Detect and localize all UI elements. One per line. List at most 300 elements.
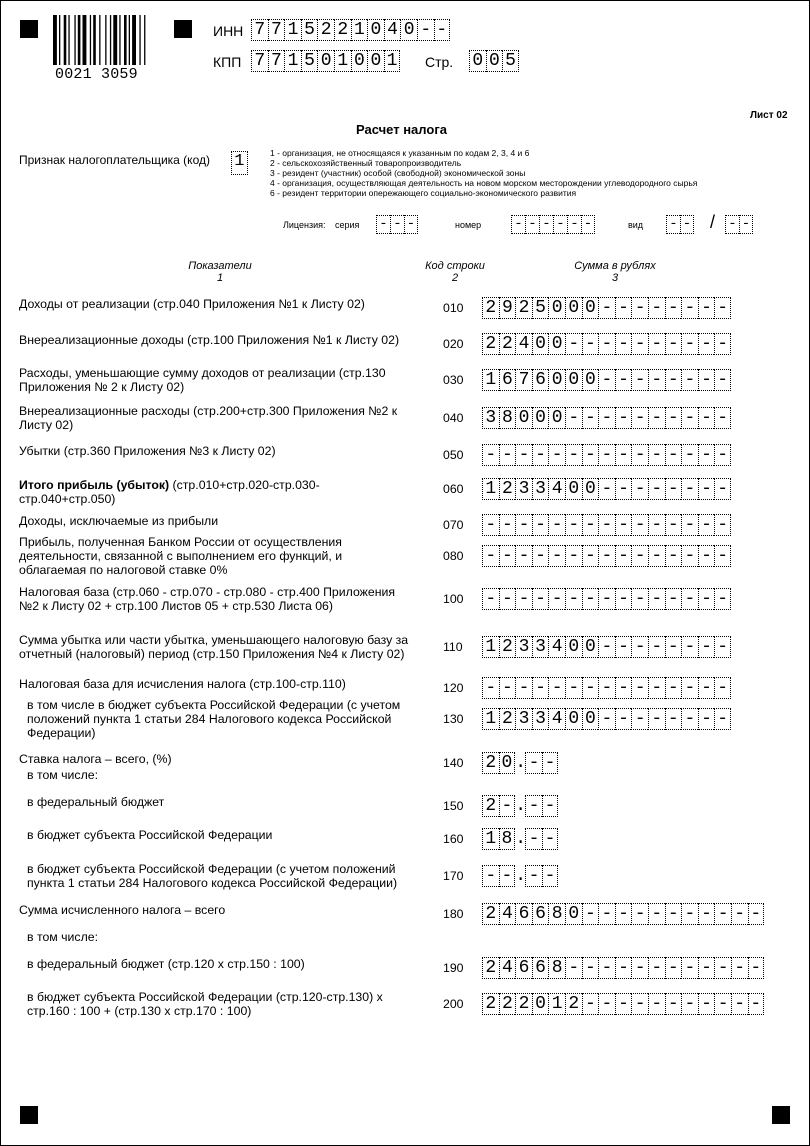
- inn-digit-cell[interactable]: 4: [384, 19, 401, 41]
- rate-digit-cell[interactable]: -: [542, 865, 559, 887]
- inn-digit-cell[interactable]: 0: [367, 19, 384, 41]
- amount-digit-cell[interactable]: -: [665, 957, 682, 979]
- amount-digit-cell[interactable]: -: [482, 677, 499, 699]
- amount-digit-cell[interactable]: -: [698, 957, 715, 979]
- amount-digit-cell[interactable]: -: [631, 903, 648, 925]
- page-digit-cell[interactable]: 5: [502, 50, 519, 72]
- amount-digit-cell[interactable]: -: [615, 514, 632, 536]
- amount-digit-cell[interactable]: -: [565, 677, 582, 699]
- amount-digit-cell[interactable]: 9: [499, 297, 516, 319]
- license-number-cell[interactable]: -: [525, 215, 539, 234]
- license-number-cell[interactable]: -: [581, 215, 595, 234]
- amount-digit-cell[interactable]: -: [714, 333, 731, 355]
- amount-digit-cell[interactable]: -: [598, 903, 615, 925]
- amount-digit-cell[interactable]: -: [648, 588, 665, 610]
- amount-digit-cell[interactable]: 1: [482, 478, 499, 500]
- amount-digit-cell[interactable]: -: [532, 677, 549, 699]
- amount-digit-cell[interactable]: -: [565, 588, 582, 610]
- amount-digit-cell[interactable]: 0: [582, 708, 599, 730]
- amount-digit-cell[interactable]: 2: [482, 957, 499, 979]
- amount-digit-cell[interactable]: -: [665, 333, 682, 355]
- amount-digit-cell[interactable]: -: [714, 588, 731, 610]
- amount-digit-cell[interactable]: -: [665, 677, 682, 699]
- amount-digit-cell[interactable]: -: [681, 369, 698, 391]
- rate-digit-cell[interactable]: -: [525, 795, 542, 817]
- amount-digit-cell[interactable]: -: [698, 588, 715, 610]
- page-digit-cell[interactable]: 0: [469, 50, 486, 72]
- amount-digit-cell[interactable]: -: [615, 545, 632, 567]
- amount-digit-cell[interactable]: 3: [515, 708, 532, 730]
- license-number-cell[interactable]: -: [553, 215, 567, 234]
- amount-digit-cell[interactable]: 8: [548, 903, 565, 925]
- amount-digit-cell[interactable]: -: [631, 333, 648, 355]
- inn-digit-cell[interactable]: 7: [268, 19, 285, 41]
- amount-digit-cell[interactable]: -: [532, 545, 549, 567]
- amount-digit-cell[interactable]: 0: [532, 407, 549, 429]
- amount-digit-cell[interactable]: -: [565, 514, 582, 536]
- amount-digit-cell[interactable]: 0: [565, 478, 582, 500]
- amount-digit-cell[interactable]: -: [582, 677, 599, 699]
- license-number-cell[interactable]: -: [539, 215, 553, 234]
- amount-digit-cell[interactable]: -: [698, 903, 715, 925]
- amount-field-080[interactable]: [482, 545, 731, 567]
- amount-digit-cell[interactable]: -: [698, 369, 715, 391]
- amount-digit-cell[interactable]: -: [582, 588, 599, 610]
- amount-digit-cell[interactable]: 4: [499, 957, 516, 979]
- amount-digit-cell[interactable]: -: [648, 444, 665, 466]
- amount-digit-cell[interactable]: -: [731, 903, 748, 925]
- amount-digit-cell[interactable]: -: [648, 478, 665, 500]
- amount-digit-cell[interactable]: -: [665, 545, 682, 567]
- inn-digit-cell[interactable]: 1: [351, 19, 368, 41]
- amount-digit-cell[interactable]: -: [598, 369, 615, 391]
- rate-digit-cell[interactable]: 1: [482, 828, 499, 850]
- amount-digit-cell[interactable]: -: [615, 993, 632, 1015]
- kpp-digit-cell[interactable]: 1: [334, 50, 351, 72]
- amount-digit-cell[interactable]: -: [631, 636, 648, 658]
- amount-digit-cell[interactable]: -: [515, 545, 532, 567]
- amount-digit-cell[interactable]: -: [615, 957, 632, 979]
- amount-digit-cell[interactable]: -: [714, 957, 731, 979]
- amount-digit-cell[interactable]: -: [565, 333, 582, 355]
- amount-digit-cell[interactable]: -: [648, 297, 665, 319]
- amount-digit-cell[interactable]: -: [548, 588, 565, 610]
- rate-fraction-part[interactable]: [525, 865, 558, 887]
- rate-digit-cell[interactable]: -: [525, 752, 542, 774]
- kpp-digit-cell[interactable]: 1: [284, 50, 301, 72]
- amount-digit-cell[interactable]: -: [648, 903, 665, 925]
- amount-digit-cell[interactable]: -: [648, 333, 665, 355]
- amount-digit-cell[interactable]: 6: [499, 369, 516, 391]
- amount-digit-cell[interactable]: -: [648, 407, 665, 429]
- amount-digit-cell[interactable]: -: [615, 407, 632, 429]
- kpp-digit-cell[interactable]: 1: [384, 50, 401, 72]
- amount-digit-cell[interactable]: 2: [499, 708, 516, 730]
- amount-digit-cell[interactable]: -: [615, 588, 632, 610]
- rate-digit-cell[interactable]: 8: [499, 828, 516, 850]
- amount-digit-cell[interactable]: -: [648, 636, 665, 658]
- amount-digit-cell[interactable]: -: [615, 708, 632, 730]
- amount-digit-cell[interactable]: -: [598, 677, 615, 699]
- amount-digit-cell[interactable]: -: [681, 677, 698, 699]
- amount-digit-cell[interactable]: -: [582, 903, 599, 925]
- amount-digit-cell[interactable]: -: [598, 297, 615, 319]
- amount-digit-cell[interactable]: -: [681, 957, 698, 979]
- rate-digit-cell[interactable]: -: [542, 752, 559, 774]
- amount-digit-cell[interactable]: -: [565, 444, 582, 466]
- amount-digit-cell[interactable]: -: [631, 993, 648, 1015]
- amount-field-070[interactable]: [482, 514, 731, 536]
- amount-digit-cell[interactable]: 2: [499, 993, 516, 1015]
- amount-digit-cell[interactable]: -: [598, 444, 615, 466]
- amount-digit-cell[interactable]: -: [631, 478, 648, 500]
- amount-digit-cell[interactable]: 3: [532, 708, 549, 730]
- amount-digit-cell[interactable]: -: [714, 478, 731, 500]
- amount-digit-cell[interactable]: -: [615, 333, 632, 355]
- amount-digit-cell[interactable]: -: [631, 957, 648, 979]
- amount-digit-cell[interactable]: -: [499, 677, 516, 699]
- rate-digit-cell[interactable]: -: [499, 795, 516, 817]
- amount-digit-cell[interactable]: -: [631, 297, 648, 319]
- amount-digit-cell[interactable]: 0: [565, 369, 582, 391]
- rate-digit-cell[interactable]: 2: [482, 752, 499, 774]
- amount-digit-cell[interactable]: -: [681, 903, 698, 925]
- amount-digit-cell[interactable]: -: [598, 708, 615, 730]
- amount-digit-cell[interactable]: 2: [499, 636, 516, 658]
- amount-digit-cell[interactable]: -: [598, 478, 615, 500]
- amount-digit-cell[interactable]: -: [582, 957, 599, 979]
- amount-digit-cell[interactable]: -: [499, 514, 516, 536]
- amount-digit-cell[interactable]: 4: [515, 333, 532, 355]
- amount-digit-cell[interactable]: -: [598, 407, 615, 429]
- amount-field-040[interactable]: [482, 407, 731, 429]
- rate-field-150[interactable]: [482, 795, 558, 817]
- amount-digit-cell[interactable]: -: [714, 903, 731, 925]
- rate-digit-cell[interactable]: -: [542, 828, 559, 850]
- amount-digit-cell[interactable]: -: [714, 993, 731, 1015]
- rate-digit-cell[interactable]: -: [482, 865, 499, 887]
- amount-digit-cell[interactable]: -: [648, 545, 665, 567]
- amount-digit-cell[interactable]: -: [532, 588, 549, 610]
- license-series-cell[interactable]: -: [390, 215, 404, 234]
- inn-digit-cell[interactable]: -: [434, 19, 451, 41]
- amount-field-030[interactable]: [482, 369, 731, 391]
- amount-digit-cell[interactable]: -: [698, 478, 715, 500]
- amount-digit-cell[interactable]: 0: [532, 333, 549, 355]
- amount-digit-cell[interactable]: 3: [532, 636, 549, 658]
- rate-digit-cell[interactable]: -: [525, 828, 542, 850]
- amount-digit-cell[interactable]: -: [615, 478, 632, 500]
- amount-field-130[interactable]: [482, 708, 731, 730]
- amount-digit-cell[interactable]: -: [698, 545, 715, 567]
- amount-digit-cell[interactable]: -: [582, 993, 599, 1015]
- amount-digit-cell[interactable]: -: [631, 407, 648, 429]
- amount-digit-cell[interactable]: -: [665, 514, 682, 536]
- amount-field-020[interactable]: [482, 333, 731, 355]
- amount-digit-cell[interactable]: -: [648, 993, 665, 1015]
- amount-digit-cell[interactable]: -: [648, 369, 665, 391]
- rate-fraction-part[interactable]: [525, 752, 558, 774]
- license-type-cell[interactable]: -: [739, 215, 753, 234]
- amount-digit-cell[interactable]: -: [665, 297, 682, 319]
- amount-digit-cell[interactable]: -: [582, 444, 599, 466]
- kpp-digit-cell[interactable]: 0: [367, 50, 384, 72]
- amount-digit-cell[interactable]: 1: [482, 708, 499, 730]
- amount-digit-cell[interactable]: 1: [482, 369, 499, 391]
- amount-digit-cell[interactable]: -: [565, 545, 582, 567]
- amount-digit-cell[interactable]: -: [565, 957, 582, 979]
- amount-digit-cell[interactable]: -: [631, 444, 648, 466]
- amount-digit-cell[interactable]: 2: [482, 903, 499, 925]
- amount-digit-cell[interactable]: -: [714, 636, 731, 658]
- amount-digit-cell[interactable]: 2: [515, 297, 532, 319]
- license-series-field[interactable]: [376, 215, 418, 234]
- amount-digit-cell[interactable]: 0: [582, 636, 599, 658]
- amount-digit-cell[interactable]: 2: [482, 333, 499, 355]
- amount-digit-cell[interactable]: -: [598, 514, 615, 536]
- inn-digit-cell[interactable]: 2: [317, 19, 334, 41]
- amount-digit-cell[interactable]: -: [582, 514, 599, 536]
- amount-digit-cell[interactable]: -: [681, 708, 698, 730]
- amount-digit-cell[interactable]: 0: [565, 708, 582, 730]
- rate-field-140[interactable]: [482, 752, 558, 774]
- amount-digit-cell[interactable]: 4: [548, 708, 565, 730]
- license-number-field[interactable]: [511, 215, 595, 234]
- amount-digit-cell[interactable]: -: [681, 636, 698, 658]
- amount-digit-cell[interactable]: 6: [532, 369, 549, 391]
- amount-digit-cell[interactable]: -: [665, 708, 682, 730]
- amount-digit-cell[interactable]: -: [499, 588, 516, 610]
- amount-digit-cell[interactable]: -: [748, 903, 765, 925]
- amount-digit-cell[interactable]: -: [598, 636, 615, 658]
- amount-digit-cell[interactable]: 3: [515, 478, 532, 500]
- amount-digit-cell[interactable]: -: [665, 444, 682, 466]
- rate-digit-cell[interactable]: -: [525, 865, 542, 887]
- amount-digit-cell[interactable]: -: [515, 444, 532, 466]
- amount-digit-cell[interactable]: -: [665, 407, 682, 429]
- amount-digit-cell[interactable]: -: [714, 708, 731, 730]
- amount-digit-cell[interactable]: -: [681, 407, 698, 429]
- amount-digit-cell[interactable]: -: [681, 478, 698, 500]
- amount-digit-cell[interactable]: 8: [548, 957, 565, 979]
- amount-digit-cell[interactable]: 0: [565, 903, 582, 925]
- amount-digit-cell[interactable]: 4: [499, 903, 516, 925]
- amount-digit-cell[interactable]: -: [665, 588, 682, 610]
- amount-digit-cell[interactable]: -: [698, 636, 715, 658]
- amount-digit-cell[interactable]: -: [665, 636, 682, 658]
- rate-field-160[interactable]: [482, 828, 558, 850]
- amount-field-120[interactable]: [482, 677, 731, 699]
- amount-digit-cell[interactable]: -: [598, 588, 615, 610]
- amount-digit-cell[interactable]: -: [598, 957, 615, 979]
- amount-digit-cell[interactable]: -: [548, 677, 565, 699]
- amount-digit-cell[interactable]: -: [698, 333, 715, 355]
- amount-digit-cell[interactable]: 4: [548, 478, 565, 500]
- amount-digit-cell[interactable]: -: [714, 444, 731, 466]
- amount-digit-cell[interactable]: -: [515, 514, 532, 536]
- amount-digit-cell[interactable]: -: [648, 677, 665, 699]
- amount-digit-cell[interactable]: 1: [548, 993, 565, 1015]
- amount-digit-cell[interactable]: -: [582, 545, 599, 567]
- rate-integer-part[interactable]: [482, 828, 515, 850]
- amount-field-110[interactable]: [482, 636, 731, 658]
- amount-digit-cell[interactable]: -: [548, 514, 565, 536]
- amount-digit-cell[interactable]: 2: [515, 993, 532, 1015]
- amount-digit-cell[interactable]: 7: [515, 369, 532, 391]
- kpp-digit-cell[interactable]: 0: [317, 50, 334, 72]
- amount-field-010[interactable]: [482, 297, 731, 319]
- amount-digit-cell[interactable]: 0: [582, 297, 599, 319]
- rate-digit-cell[interactable]: -: [542, 795, 559, 817]
- amount-digit-cell[interactable]: -: [631, 545, 648, 567]
- taxpayer-code-cell[interactable]: 1: [231, 151, 248, 175]
- amount-digit-cell[interactable]: 5: [532, 297, 549, 319]
- amount-digit-cell[interactable]: -: [714, 514, 731, 536]
- amount-digit-cell[interactable]: 0: [515, 407, 532, 429]
- amount-digit-cell[interactable]: -: [515, 588, 532, 610]
- amount-digit-cell[interactable]: 0: [582, 478, 599, 500]
- amount-digit-cell[interactable]: -: [631, 514, 648, 536]
- rate-field-170[interactable]: [482, 865, 558, 887]
- amount-digit-cell[interactable]: -: [532, 514, 549, 536]
- amount-digit-cell[interactable]: -: [582, 333, 599, 355]
- amount-digit-cell[interactable]: 2: [499, 333, 516, 355]
- rate-integer-part[interactable]: [482, 865, 515, 887]
- amount-digit-cell[interactable]: -: [615, 297, 632, 319]
- kpp-digit-cell[interactable]: 0: [351, 50, 368, 72]
- amount-digit-cell[interactable]: -: [681, 333, 698, 355]
- amount-digit-cell[interactable]: -: [698, 297, 715, 319]
- amount-digit-cell[interactable]: -: [582, 407, 599, 429]
- inn-digit-cell[interactable]: 0: [400, 19, 417, 41]
- rate-digit-cell[interactable]: 2: [482, 795, 499, 817]
- amount-digit-cell[interactable]: -: [615, 636, 632, 658]
- amount-digit-cell[interactable]: -: [615, 677, 632, 699]
- license-type-cell[interactable]: -: [680, 215, 694, 234]
- amount-digit-cell[interactable]: -: [598, 333, 615, 355]
- amount-digit-cell[interactable]: -: [698, 993, 715, 1015]
- amount-digit-cell[interactable]: -: [532, 444, 549, 466]
- page-number-field[interactable]: [469, 50, 519, 72]
- amount-digit-cell[interactable]: -: [698, 677, 715, 699]
- amount-digit-cell[interactable]: -: [681, 588, 698, 610]
- page-digit-cell[interactable]: 0: [486, 50, 503, 72]
- amount-digit-cell[interactable]: 6: [515, 903, 532, 925]
- inn-field[interactable]: [251, 19, 450, 41]
- amount-field-050[interactable]: [482, 444, 731, 466]
- amount-digit-cell[interactable]: -: [482, 514, 499, 536]
- license-series-cell[interactable]: -: [376, 215, 390, 234]
- amount-digit-cell[interactable]: 4: [548, 636, 565, 658]
- amount-digit-cell[interactable]: -: [631, 677, 648, 699]
- amount-digit-cell[interactable]: -: [681, 444, 698, 466]
- amount-digit-cell[interactable]: -: [698, 444, 715, 466]
- amount-digit-cell[interactable]: -: [681, 297, 698, 319]
- amount-digit-cell[interactable]: -: [698, 407, 715, 429]
- amount-digit-cell[interactable]: -: [731, 993, 748, 1015]
- amount-digit-cell[interactable]: -: [615, 903, 632, 925]
- inn-digit-cell[interactable]: 2: [334, 19, 351, 41]
- amount-digit-cell[interactable]: 0: [548, 369, 565, 391]
- rate-fraction-part[interactable]: [525, 795, 558, 817]
- amount-digit-cell[interactable]: 0: [532, 993, 549, 1015]
- amount-digit-cell[interactable]: 2: [499, 478, 516, 500]
- amount-digit-cell[interactable]: 8: [499, 407, 516, 429]
- license-series-cell[interactable]: -: [404, 215, 418, 234]
- license-number-cell[interactable]: -: [511, 215, 525, 234]
- amount-digit-cell[interactable]: -: [681, 514, 698, 536]
- amount-field-190[interactable]: [482, 957, 764, 979]
- amount-digit-cell[interactable]: -: [698, 514, 715, 536]
- amount-digit-cell[interactable]: -: [665, 993, 682, 1015]
- amount-digit-cell[interactable]: -: [714, 407, 731, 429]
- license-type-cell[interactable]: -: [725, 215, 739, 234]
- amount-digit-cell[interactable]: -: [714, 677, 731, 699]
- amount-digit-cell[interactable]: -: [598, 545, 615, 567]
- amount-digit-cell[interactable]: 0: [582, 369, 599, 391]
- amount-digit-cell[interactable]: -: [665, 478, 682, 500]
- amount-digit-cell[interactable]: 3: [515, 636, 532, 658]
- license-type-cell[interactable]: -: [666, 215, 680, 234]
- taxpayer-code-field[interactable]: [231, 151, 248, 173]
- amount-digit-cell[interactable]: -: [482, 588, 499, 610]
- rate-fraction-part[interactable]: [525, 828, 558, 850]
- kpp-digit-cell[interactable]: 7: [268, 50, 285, 72]
- amount-digit-cell[interactable]: 0: [548, 333, 565, 355]
- amount-digit-cell[interactable]: -: [698, 708, 715, 730]
- kpp-field[interactable]: [251, 50, 400, 72]
- rate-integer-part[interactable]: [482, 752, 515, 774]
- rate-digit-cell[interactable]: -: [499, 865, 516, 887]
- amount-digit-cell[interactable]: -: [615, 444, 632, 466]
- amount-field-180[interactable]: [482, 903, 764, 925]
- amount-digit-cell[interactable]: -: [714, 545, 731, 567]
- amount-digit-cell[interactable]: 1: [482, 636, 499, 658]
- amount-digit-cell[interactable]: -: [648, 708, 665, 730]
- license-number-cell[interactable]: -: [567, 215, 581, 234]
- amount-digit-cell[interactable]: -: [598, 993, 615, 1015]
- kpp-digit-cell[interactable]: 7: [251, 50, 268, 72]
- amount-digit-cell[interactable]: -: [482, 545, 499, 567]
- amount-field-200[interactable]: [482, 993, 764, 1015]
- amount-digit-cell[interactable]: -: [748, 957, 765, 979]
- inn-digit-cell[interactable]: 5: [301, 19, 318, 41]
- rate-integer-part[interactable]: [482, 795, 515, 817]
- amount-digit-cell[interactable]: -: [681, 545, 698, 567]
- amount-digit-cell[interactable]: -: [631, 588, 648, 610]
- amount-digit-cell[interactable]: 0: [565, 297, 582, 319]
- amount-digit-cell[interactable]: -: [499, 444, 516, 466]
- amount-digit-cell[interactable]: -: [714, 369, 731, 391]
- amount-digit-cell[interactable]: -: [515, 677, 532, 699]
- amount-digit-cell[interactable]: 6: [532, 903, 549, 925]
- amount-digit-cell[interactable]: 6: [532, 957, 549, 979]
- license-type-field-b[interactable]: [725, 215, 753, 234]
- amount-digit-cell[interactable]: 0: [548, 407, 565, 429]
- amount-digit-cell[interactable]: -: [748, 993, 765, 1015]
- amount-digit-cell[interactable]: 0: [548, 297, 565, 319]
- amount-digit-cell[interactable]: 2: [482, 297, 499, 319]
- amount-digit-cell[interactable]: -: [665, 369, 682, 391]
- amount-digit-cell[interactable]: -: [548, 545, 565, 567]
- amount-digit-cell[interactable]: -: [615, 369, 632, 391]
- inn-digit-cell[interactable]: 1: [284, 19, 301, 41]
- amount-digit-cell[interactable]: -: [731, 957, 748, 979]
- inn-digit-cell[interactable]: -: [417, 19, 434, 41]
- amount-digit-cell[interactable]: -: [648, 514, 665, 536]
- amount-digit-cell[interactable]: -: [681, 993, 698, 1015]
- inn-digit-cell[interactable]: 7: [251, 19, 268, 41]
